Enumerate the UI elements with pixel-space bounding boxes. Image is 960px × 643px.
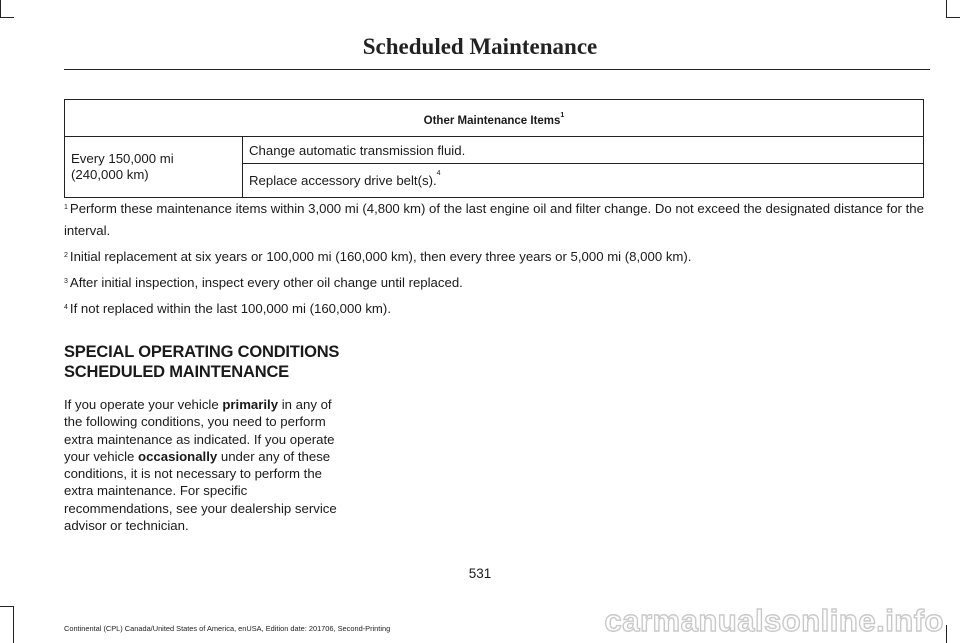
paragraph-text: If you operate your vehicle	[64, 397, 223, 412]
footnote-number: 2	[64, 252, 68, 259]
table-header-row	[65, 100, 924, 137]
crop-mark	[946, 0, 947, 18]
footnote-text: Initial replacement at six years or 100,000 mi (160,000 km), then every three years or 5,000 mi (8,000 km).	[69, 249, 692, 264]
task-cell	[243, 164, 924, 198]
footer-edition-text: Continental (CPL) Canada/United States of America, enUSA, Edition date: 201706, Second-Printing	[64, 624, 391, 633]
crop-mark	[0, 606, 14, 607]
footnote-text: After initial inspection, inspect every other oil change until replaced.	[69, 275, 463, 290]
task-text: Replace accessory drive belt(s).	[249, 173, 437, 188]
footnote-text: Perform these maintenance items within 3,000 mi (4,800 km) of the last engine oil and filter change. Do not exceed the designated distance for the interval.	[64, 201, 924, 238]
page-number: 531	[468, 566, 492, 581]
page-title: Scheduled Maintenance	[362, 34, 598, 59]
maintenance-table	[64, 99, 924, 198]
crop-mark	[13, 606, 14, 643]
interval-cell: Every 150,000 mi (240,000 km)	[65, 137, 243, 198]
section-subheading: SCHEDULED MAINTENANCE	[64, 363, 289, 381]
crop-mark	[0, 0, 1, 18]
paragraph-text: under any of these conditions, it is not necessary to perform the extra maintenance. For specific recommendations, see your dealership service advisor or technician.	[64, 448, 337, 534]
task-text: Change automatic transmission fluid.	[249, 142, 466, 158]
body-paragraph	[64, 396, 350, 534]
task-cell	[243, 137, 924, 164]
crop-mark	[946, 17, 960, 18]
paragraph-text: in any of the following conditions, you need to perform extra maintenance as indicated. If you operate your vehicle	[64, 397, 335, 464]
footnote	[64, 246, 930, 268]
footnote-number: 4	[64, 304, 68, 311]
footnotes	[64, 198, 930, 324]
footnote	[64, 298, 930, 320]
task-note: 4	[436, 170, 441, 177]
footnote-number: 3	[64, 278, 68, 285]
footnote	[64, 272, 930, 294]
emphasis-occasionally: occasionally	[138, 448, 218, 464]
footnote-number: 1	[64, 204, 68, 211]
crop-mark	[946, 625, 947, 643]
table-title-text: Other Maintenance Items	[423, 115, 561, 127]
footnote	[64, 198, 930, 242]
footnote-text: If not replaced within the last 100,000 mi (160,000 km).	[69, 301, 391, 316]
watermark-logo: carmanualsonline.info	[604, 603, 944, 638]
crop-mark	[0, 17, 14, 18]
section-heading: SPECIAL OPERATING CONDITIONS	[64, 343, 340, 361]
table-title-note: 1	[560, 112, 565, 119]
table-row	[65, 137, 924, 164]
table-title	[65, 100, 924, 137]
emphasis-primarily: primarily	[222, 397, 279, 412]
header-divider	[64, 69, 930, 70]
